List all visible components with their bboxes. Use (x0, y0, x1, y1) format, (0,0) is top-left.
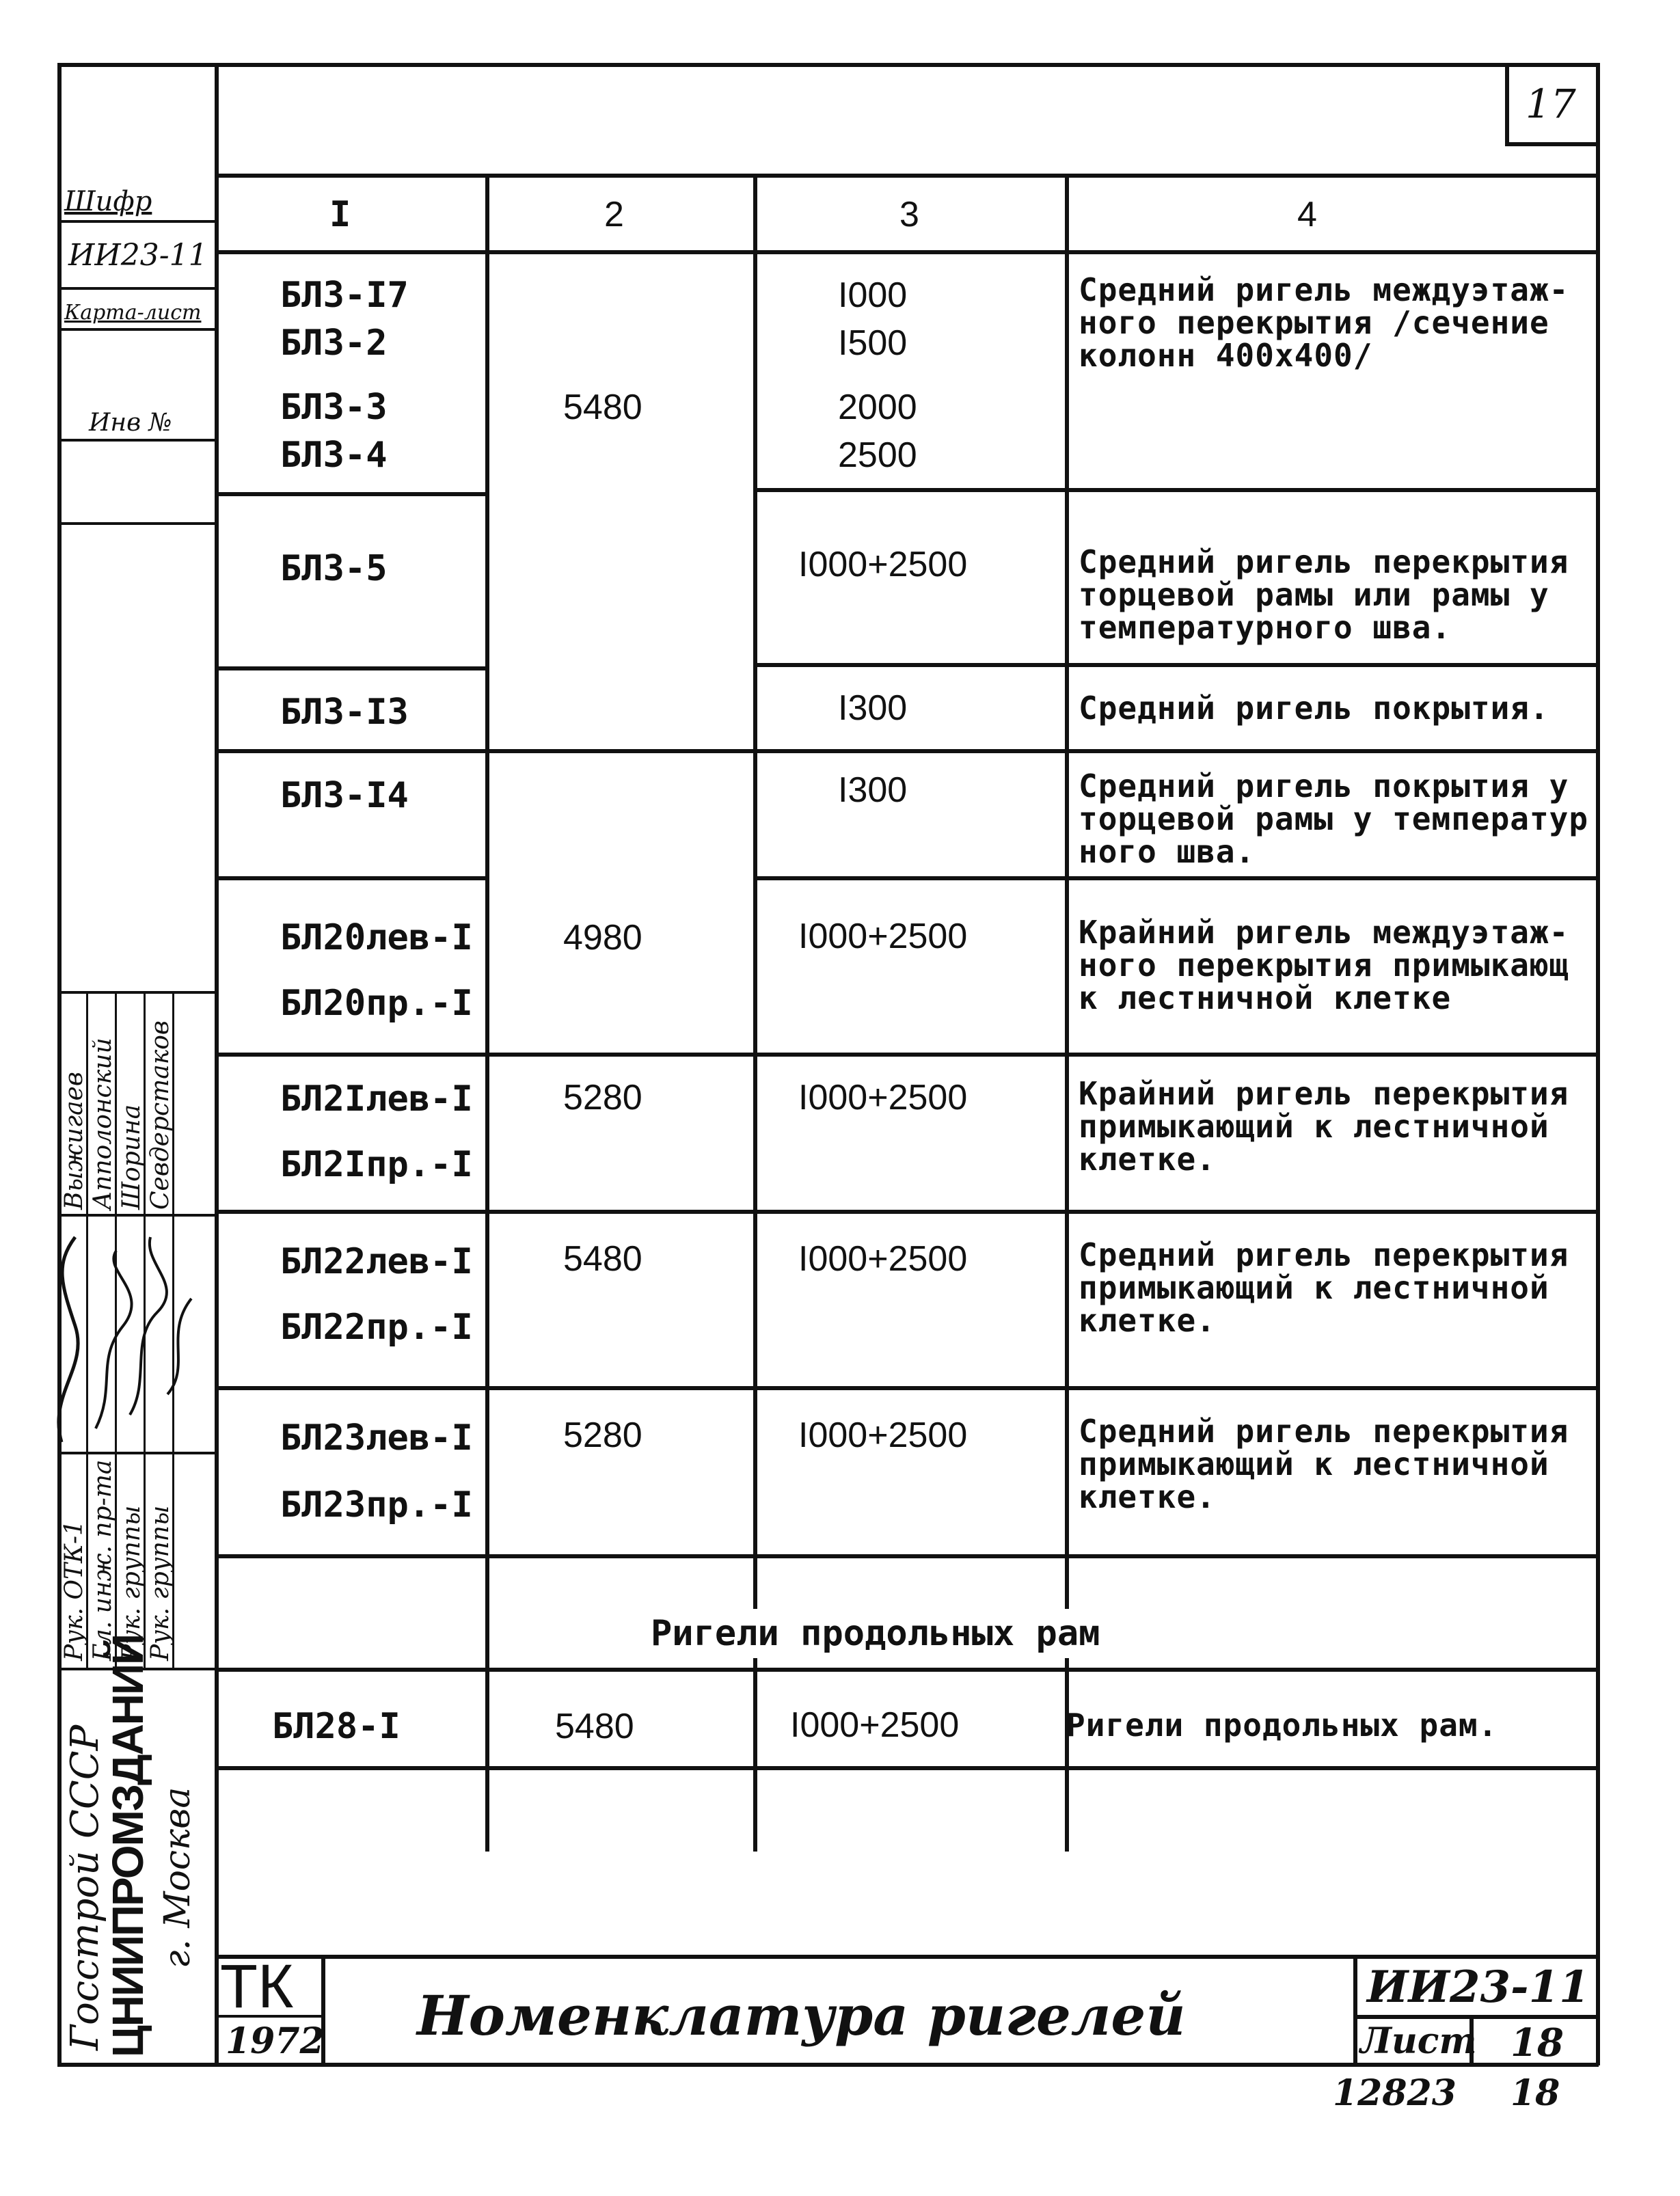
title-code-left (1353, 1955, 1357, 2065)
cipher-value: ИИ23-11 (68, 238, 208, 273)
row-line-2b (753, 663, 1599, 667)
table-row-5-col2: 4980 (563, 918, 642, 958)
stamp-divider (215, 63, 219, 2065)
table-row-1-mark-4: БЛЗ-4 (280, 435, 388, 476)
frame-right (1596, 63, 1600, 2065)
table-row-1-col3-4: 2500 (838, 435, 917, 475)
row-line-2 (215, 666, 488, 670)
table-row-4-mark: БЛЗ-I4 (280, 775, 409, 816)
row-line-4b (753, 876, 1599, 880)
table-row-7-col3: I000+2500 (798, 1239, 968, 1279)
stamp-line-1 (57, 220, 219, 223)
table-row-6-col3: I000+2500 (798, 1078, 968, 1117)
org-line-1: Госстрой СССР (63, 1724, 107, 2050)
table-row-6-col4: Крайний ригель перекрытия примыкающий к лестничной клетке. (1079, 1075, 1569, 1178)
row-line-3 (215, 749, 1599, 753)
stamp-role-4: Рук. группы (146, 1505, 174, 1661)
stamp-line-8 (57, 1452, 219, 1454)
cipher-label: Шифр (64, 186, 152, 217)
table-row-7-mark-2: БЛ22пр.-I (280, 1307, 473, 1348)
table-row-1-mark-1: БЛЗ-I7 (280, 275, 409, 316)
stamp-name-3: Шорина (118, 1104, 146, 1210)
last-row-col3: I000+2500 (790, 1705, 960, 1745)
section-title: Ригели продольных рам (651, 1609, 1102, 1658)
row-line-10 (215, 1766, 1599, 1770)
table-row-1-col2: 5480 (563, 388, 642, 427)
row-line-5 (215, 1053, 1599, 1057)
table-row-7-mark-1: БЛ22лев-I (280, 1241, 473, 1282)
row-line-6 (215, 1210, 1599, 1214)
stamp-name-4: Севдерстаков (146, 1020, 174, 1210)
document-title: Номенклатура ригелей (417, 1983, 1186, 2048)
footer-number: 12823 (1333, 2072, 1457, 2114)
col-divider-2 (753, 174, 757, 1852)
header-col-4: 4 (1297, 195, 1317, 234)
stamp-line-4 (57, 439, 219, 442)
table-row-5-mark-1: БЛ20лев-I (280, 917, 473, 958)
frame-left (57, 63, 62, 2065)
table-row-5-col4: Крайний ригель междуэтаж- ного перекрытия примыкающ к лестничной клетке (1079, 914, 1569, 1016)
table-row-3-col4: Средний ригель покрытия. (1079, 690, 1549, 727)
page-number-box-bottom (1505, 142, 1599, 146)
tk-mark: ТК (220, 1953, 294, 2021)
table-row-2-col4: Средний ригель перекрытия торцевой рамы или рамы у температурного шва. (1079, 543, 1569, 646)
row-line-8 (215, 1554, 1599, 1558)
last-row-col2: 5480 (555, 1707, 634, 1746)
table-row-3-mark: БЛЗ-I3 (280, 692, 409, 733)
table-row-4-col4: Средний ригель покрытия у торцевой рамы у температур ного шва. (1079, 768, 1589, 870)
footer-sheet: 18 (1510, 2072, 1560, 2114)
table-row-6-mark-1: БЛ2Iлев-I (280, 1079, 473, 1120)
stamp-line-5 (57, 522, 219, 525)
row-line-9 (215, 1668, 1599, 1672)
page-number-box-left (1505, 63, 1509, 145)
table-row-5-col3: I000+2500 (798, 917, 968, 956)
stamp-line-2 (57, 287, 219, 290)
row-line-1b (753, 488, 1599, 492)
title-code-divider (1353, 2015, 1599, 2019)
stamp-role-1: Рук. ОТК-1 (60, 1520, 88, 1661)
stamp-name-1: Выжигаев (60, 1072, 88, 1210)
table-row-1-col3-1: I000 (838, 275, 908, 315)
table-row-1-col4: Средний ригель междуэтаж- ного перекрытия /сечение колонн 400х400/ (1079, 271, 1569, 374)
org-line-3: г. Москва (157, 1787, 198, 1968)
table-row-2-col3: I000+2500 (798, 545, 968, 584)
org-line-2: ЦНИИПРОМЗДАНИЙ (103, 1634, 152, 2057)
table-row-2-mark: БЛЗ-5 (280, 548, 388, 589)
row-line-1 (215, 492, 488, 496)
row-line-4 (215, 876, 488, 880)
header-bottom (215, 250, 1599, 254)
col-divider-3 (1065, 174, 1069, 1852)
table-row-4-col3: I300 (838, 770, 908, 810)
stamp-role-3: Рук. группы (118, 1505, 146, 1661)
frame-top (57, 63, 1599, 67)
document-code: ИИ23-11 (1367, 1962, 1590, 2013)
table-row-7-col4: Средний ригель перекрытия примыкающий к лестничной клетке. (1079, 1236, 1569, 1339)
header-col-3: 3 (899, 195, 919, 234)
table-row-8-mark-1: БЛ23лев-I (280, 1418, 473, 1459)
stamp-line-3 (57, 328, 219, 331)
stamp-role-2: Гл. инж. пр-та (89, 1459, 117, 1661)
sheet-number: 18 (1510, 2020, 1564, 2065)
card-sheet-label: Карта-лист (64, 301, 202, 325)
last-row-mark: БЛ28-I (272, 1706, 401, 1747)
stamp-name-2: Апполонский (89, 1038, 117, 1210)
table-row-7-col2: 5480 (563, 1239, 642, 1279)
table-row-6-mark-2: БЛ2Iпр.-I (280, 1144, 473, 1185)
table-row-5-mark-2: БЛ20пр.-I (280, 983, 473, 1024)
header-col-1: I (329, 194, 351, 235)
table-row-3-col3: I300 (838, 688, 908, 728)
page-number: 17 (1526, 81, 1576, 127)
stamp-line-6 (57, 991, 219, 994)
col-divider-1 (485, 174, 489, 1852)
tk-year: 1972 (226, 2020, 325, 2062)
frame-bottom (57, 2063, 1599, 2067)
header-col-2: 2 (604, 195, 624, 234)
last-row-col4: Ригели продольных рам. (1066, 1707, 1498, 1744)
table-top (215, 174, 1599, 178)
table-row-8-col4: Средний ригель перекрытия примыкающий к лестничной клетке. (1079, 1413, 1569, 1515)
table-row-1-mark-2: БЛЗ-2 (280, 323, 388, 364)
table-row-6-col2: 5280 (563, 1078, 642, 1117)
signatures (27, 1223, 212, 1449)
sheet-label: Лист (1360, 2020, 1477, 2062)
stamp-line-7 (57, 1214, 219, 1217)
row-line-7 (215, 1386, 1599, 1390)
table-row-1-mark-3: БЛЗ-3 (280, 387, 388, 428)
table-row-8-col2: 5280 (563, 1415, 642, 1455)
table-row-1-col3-2: I500 (838, 323, 908, 363)
table-row-8-mark-2: БЛ23пр.-I (280, 1485, 473, 1526)
table-row-1-col3-3: 2000 (838, 388, 917, 427)
inv-label: Инв № (89, 409, 172, 437)
table-row-8-col3: I000+2500 (798, 1415, 968, 1455)
title-block-top (215, 1955, 1599, 1959)
